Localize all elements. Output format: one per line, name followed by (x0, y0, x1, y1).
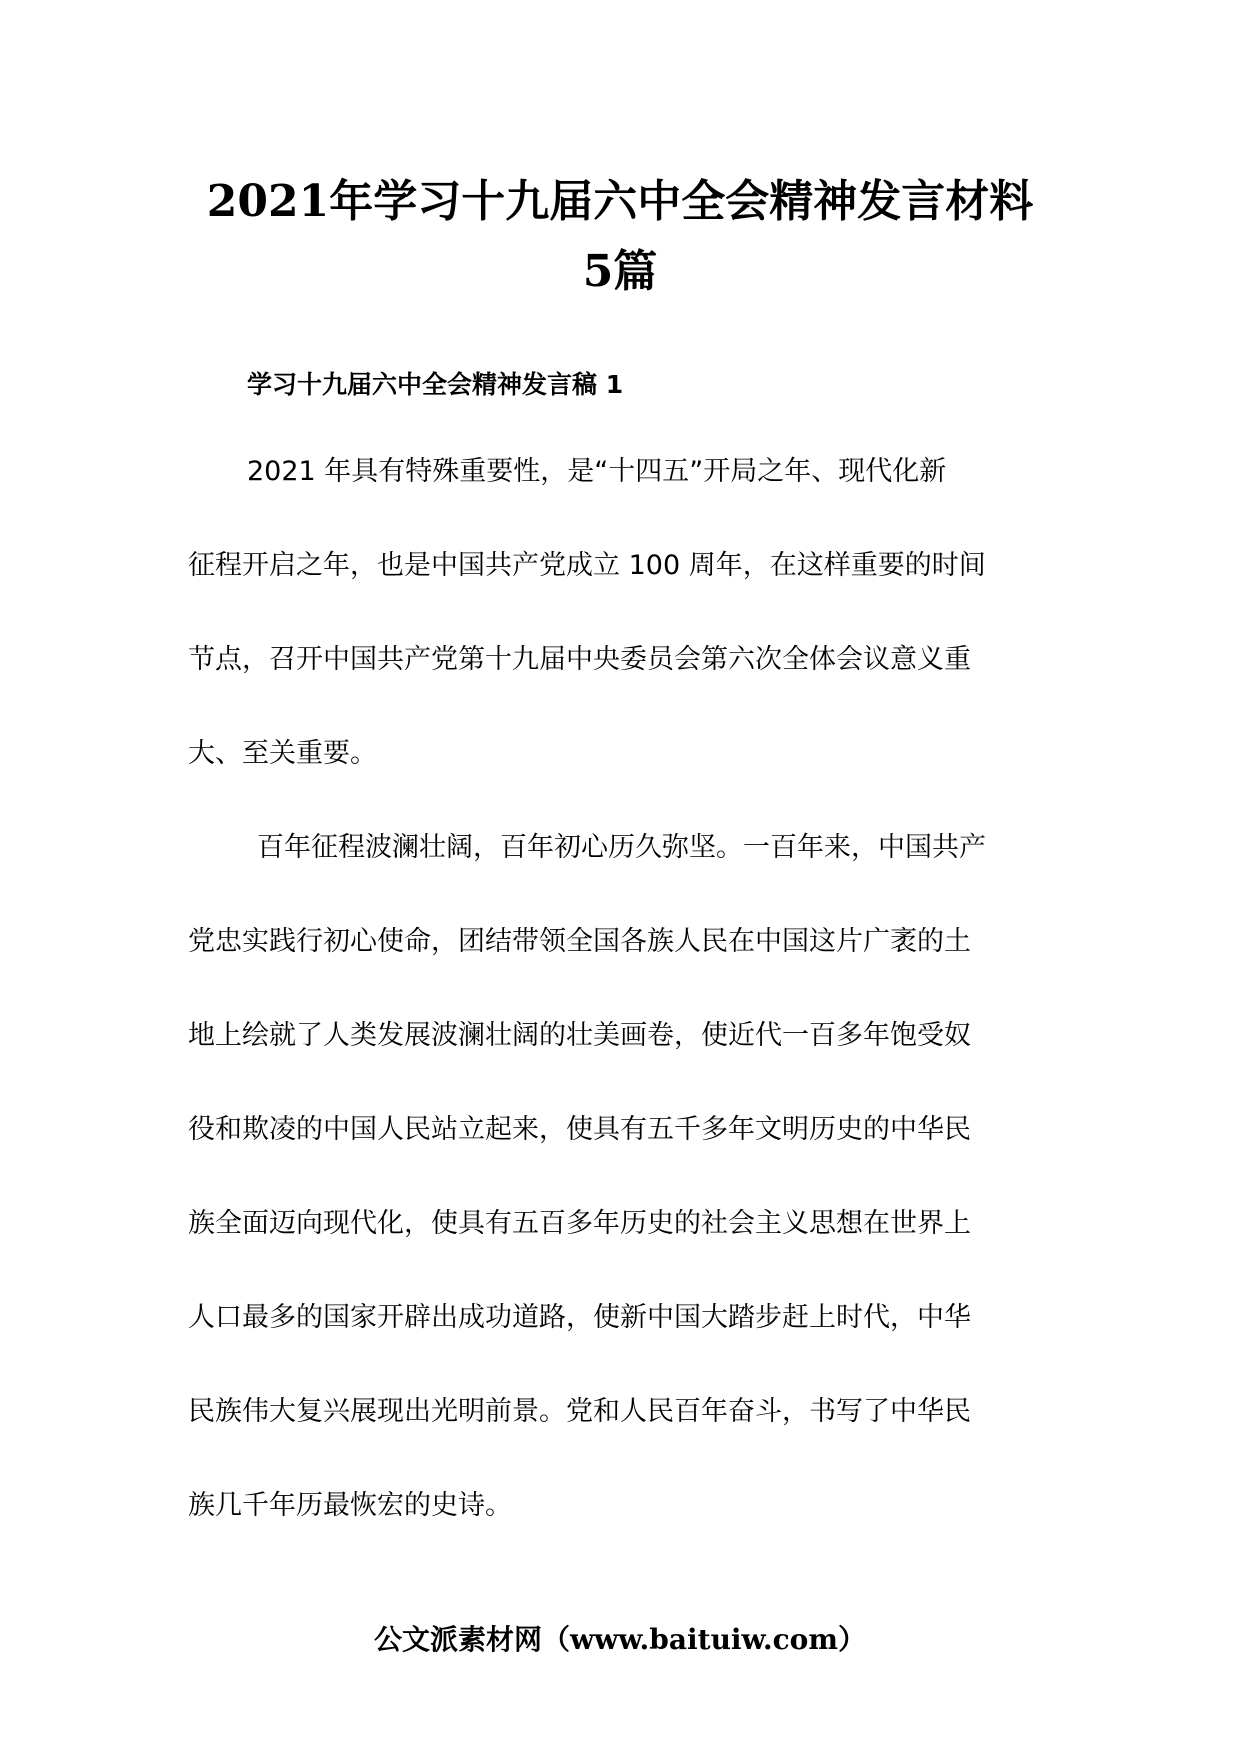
document-title-line-2: 5篇 (582, 246, 658, 297)
paragraph-2-line: 地上绘就了人类发展波澜壮阔的壮美画卷，使近代一百多年饱受奴 (188, 1020, 971, 1051)
paragraph-2-line: 族几千年历最恢宏的史诗。 (188, 1490, 512, 1521)
paragraph-2-line: 民族伟大复兴展现出光明前景。党和人民百年奋斗，书写了中华民 (188, 1396, 971, 1427)
section-heading: 学习十九届六中全会精神发言稿 1 (247, 370, 624, 399)
paragraph-2-line: 族全面迈向现代化，使具有五百多年历史的社会主义思想在世界上 (188, 1208, 971, 1239)
paragraph-2-line: 党忠实践行初心使命，团结带领全国各族人民在中国这片广袤的土 (188, 926, 971, 957)
paragraph-1-line: 节点，召开中国共产党第十九届中央委员会第六次全体会议意义重 (188, 644, 971, 675)
paragraph-1-line: 征程开启之年，也是中国共产党成立 100 周年，在这样重要的时间 (188, 550, 986, 581)
paragraph-1-line: 大、至关重要。 (188, 738, 377, 769)
document-title-line-1: 2021年学习十九届六中全会精神发言材料 (206, 176, 1034, 227)
paragraph-1-line: 2021 年具有特殊重要性，是“十四五”开局之年、现代化新 (247, 456, 947, 487)
paragraph-2-line: 役和欺凌的中国人民站立起来，使具有五千多年文明历史的中华民 (188, 1114, 971, 1145)
paragraph-2-line: 人口最多的国家开辟出成功道路，使新中国大踏步赶上时代，中华 (188, 1302, 971, 1333)
paragraph-2-line: 百年征程波澜壮阔，百年初心历久弥坚。一百年来，中国共产 (257, 832, 986, 863)
footer-source: 公文派素材网（www.baituiw.com） (374, 1623, 866, 1656)
